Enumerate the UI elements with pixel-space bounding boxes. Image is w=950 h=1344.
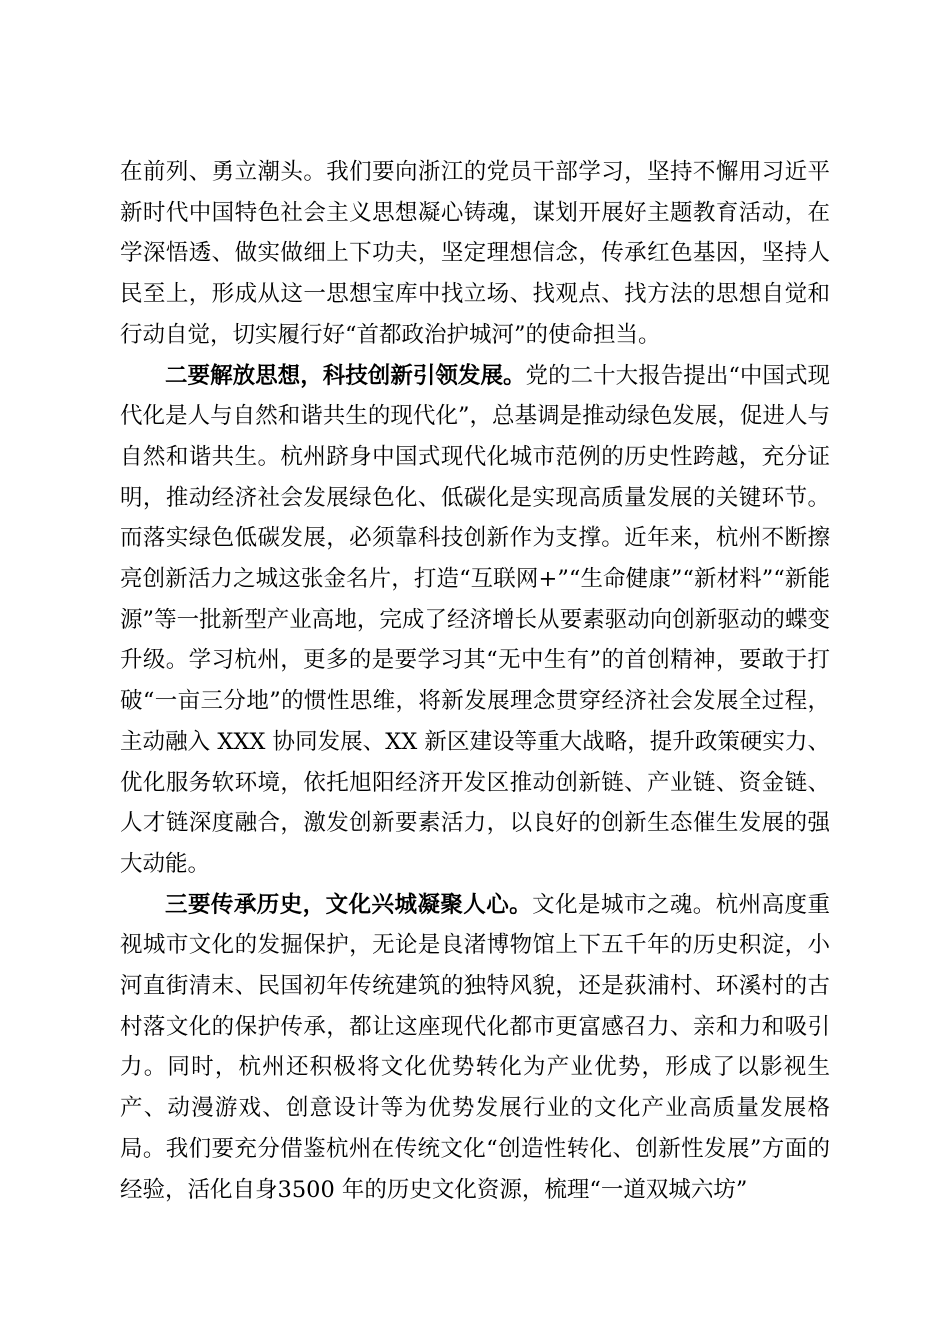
paragraph-tech-innovation [120,356,830,885]
paragraph-culture-heritage [120,885,830,1211]
paragraph-text: 文化是城市之魂。杭州高度重视城市文化的发掘保护，无论是良渚博物馆上下五千年的历史积淀，小河直街清末、民国初年传统建筑的独特风貌，还是荻浦村、环溪村的古村落文化的保护传承，都让这座现代化都市更富感召力、亲和力和吸引力。同时，杭州还积极将文化优势转化为产业优势，形成了以影视生产、动漫游戏、创意设计等为优势发展行业的文化产业高质量发展格局。我们要充分借鉴杭州在传统文化“创造性转化、创新性发展”方面的经验，活化自身3500 年的历史文化资源，梳理“一道双城六坊” [120,891,830,1203]
paragraph-lead-heading: 三要传承历史，文化兴城凝聚人心。 [165,891,533,918]
paragraph-text: 在前列、勇立潮头。我们要向浙江的党员干部学习，坚持不懈用习近平新时代中国特色社会主义思想凝心铸魂，谋划开展好主题教育活动，在学深悟透、做实做细上下功夫，坚定理想信念，传承红色基因，坚持人民至上，形成从这一思想宝库中找立场、找观点、找方法的思想自觉和行动自觉，切实履行好“首都政治护城河”的使命担当。 [120,159,830,348]
document-body [120,152,830,1210]
paragraph-continuation [120,152,830,356]
paragraph-lead-heading: 二要解放思想，科技创新引领发展。 [165,362,526,389]
paragraph-text: 党的二十大报告提出“中国式现代化是人与自然和谐共生的现代化”，总基调是推动绿色发展，促进人与自然和谐共生。杭州跻身中国式现代化城市范例的历史性跨越，充分证明，推动经济社会发展绿色化、低碳化是实现高质量发展的关键环节。而落实绿色低碳发展，必须靠科技创新作为支撑。近年来，杭州不断擦亮创新活力之城这张金名片，打造“互联网+”“生命健康”“新材料”“新能源”等一批新型产业高地，完成了经济增长从要素驱动向创新驱动的蝶变升级。学习杭州，更多的是要学习其“无中生有”的首创精神，要敢于打破“一亩三分地”的惯性思维，将新发展理念贯穿经济社会发展全过程，主动融入 XXX 协同发展、XX 新区建设等重大战略，提升政策硬实力、优化服务软环境，依托旭阳经济开发区推动创新链、产业链、资金链、人才链深度融合，激发创新要素活力，以良好的创新生态催生发展的强大动能。 [120,362,830,877]
